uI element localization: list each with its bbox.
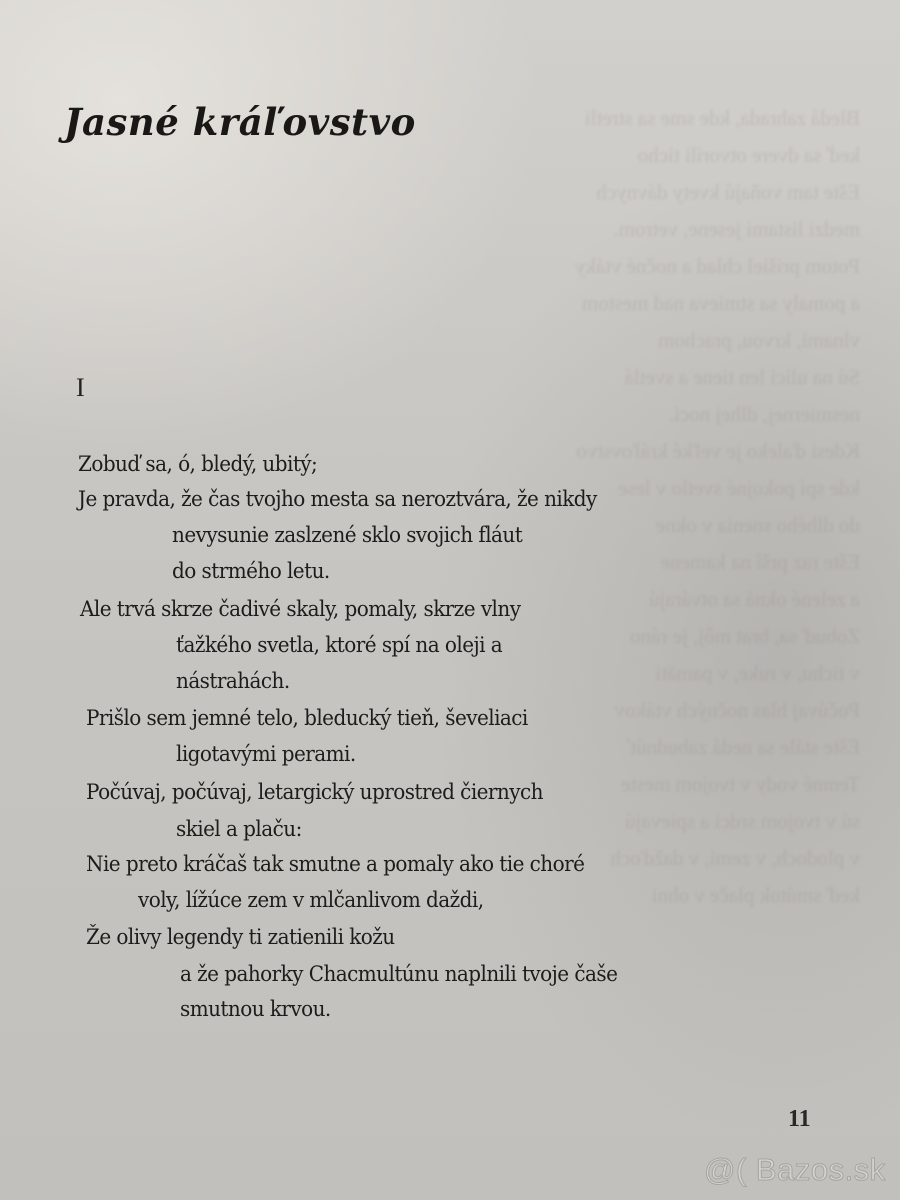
watermark: @( Bazos.sk: [704, 1152, 886, 1187]
poem-line-indented: a že pahorky Chacmultúnu naplnili tvoje čaše: [180, 962, 618, 987]
poem-line: Prišlo sem jemné telo, bleducký tieň, ševeliaci: [86, 706, 528, 731]
poem-line: Počúvaj, počúvaj, letargický uprostred čiernych: [86, 780, 543, 805]
poem-line-indented: nástrahách.: [176, 669, 290, 694]
poem-line: Nie preto kráčaš tak smutne a pomaly ako tie choré: [86, 852, 585, 877]
poem-line-indented: nevysunie zaslzené sklo svojich fláut: [172, 523, 523, 548]
poem-line: Ale trvá skrze čadivé skaly, pomaly, skrze vlny: [80, 597, 521, 622]
poem-line: Je pravda, že čas tvojho mesta sa neroztvára, že nikdy: [78, 487, 597, 512]
poem-line-indented: smutnou krvou.: [180, 997, 331, 1022]
page-number: 11: [788, 1106, 811, 1132]
poem-line-indented: do strmého letu.: [172, 559, 330, 584]
poem-line: Že olivy legendy ti zatienili kožu: [86, 925, 395, 950]
poem-line-indented: ligotavými perami.: [176, 742, 356, 767]
poem-line: Zobuď sa, ó, bledý, ubitý;: [78, 452, 318, 477]
reverse-page-bleedthrough: Bledá zahrada, kde sme sa stretli keď sa dvere otvorili ticho Ešte tam voňajú kvety dávnych medzi listami jesene, vetrom. Potom prišiel chlad a nočné vtáky a pomaly sa stmieva nad mestom vlnami, krvou, prachom Sú na ulici len tiene a svetlá nesmiernej, dlhej noci. Kdesi ďaleko je veľké kráľovstvo kde spí pokojné svetlo v lese do dlhého snenia v okne Ešte raz prší na kamene a zelené okná sa otvárajú Zobuď sa, brat môj, je ráno v tichu, v ruke, v pamäti Počúvaj hlas nočných vtákov Ešte stále sa nedá zabudnúť Temné vody v tvojom meste sú v tvojom srdci a spievajú v plodoch, v zemi, v dažďoch keď smútok plače v ohni: [574, 106, 860, 907]
section-number: I: [76, 373, 85, 402]
poem-title: Jasné kráľovstvo: [64, 100, 416, 144]
poem-line-indented: ťažkého svetla, ktoré spí na oleji a: [176, 633, 503, 658]
poem-line-indented: voly, lížúce zem v mlčanlivom daždi,: [138, 888, 484, 913]
poem-line-indented: skiel a plaču:: [176, 817, 302, 842]
